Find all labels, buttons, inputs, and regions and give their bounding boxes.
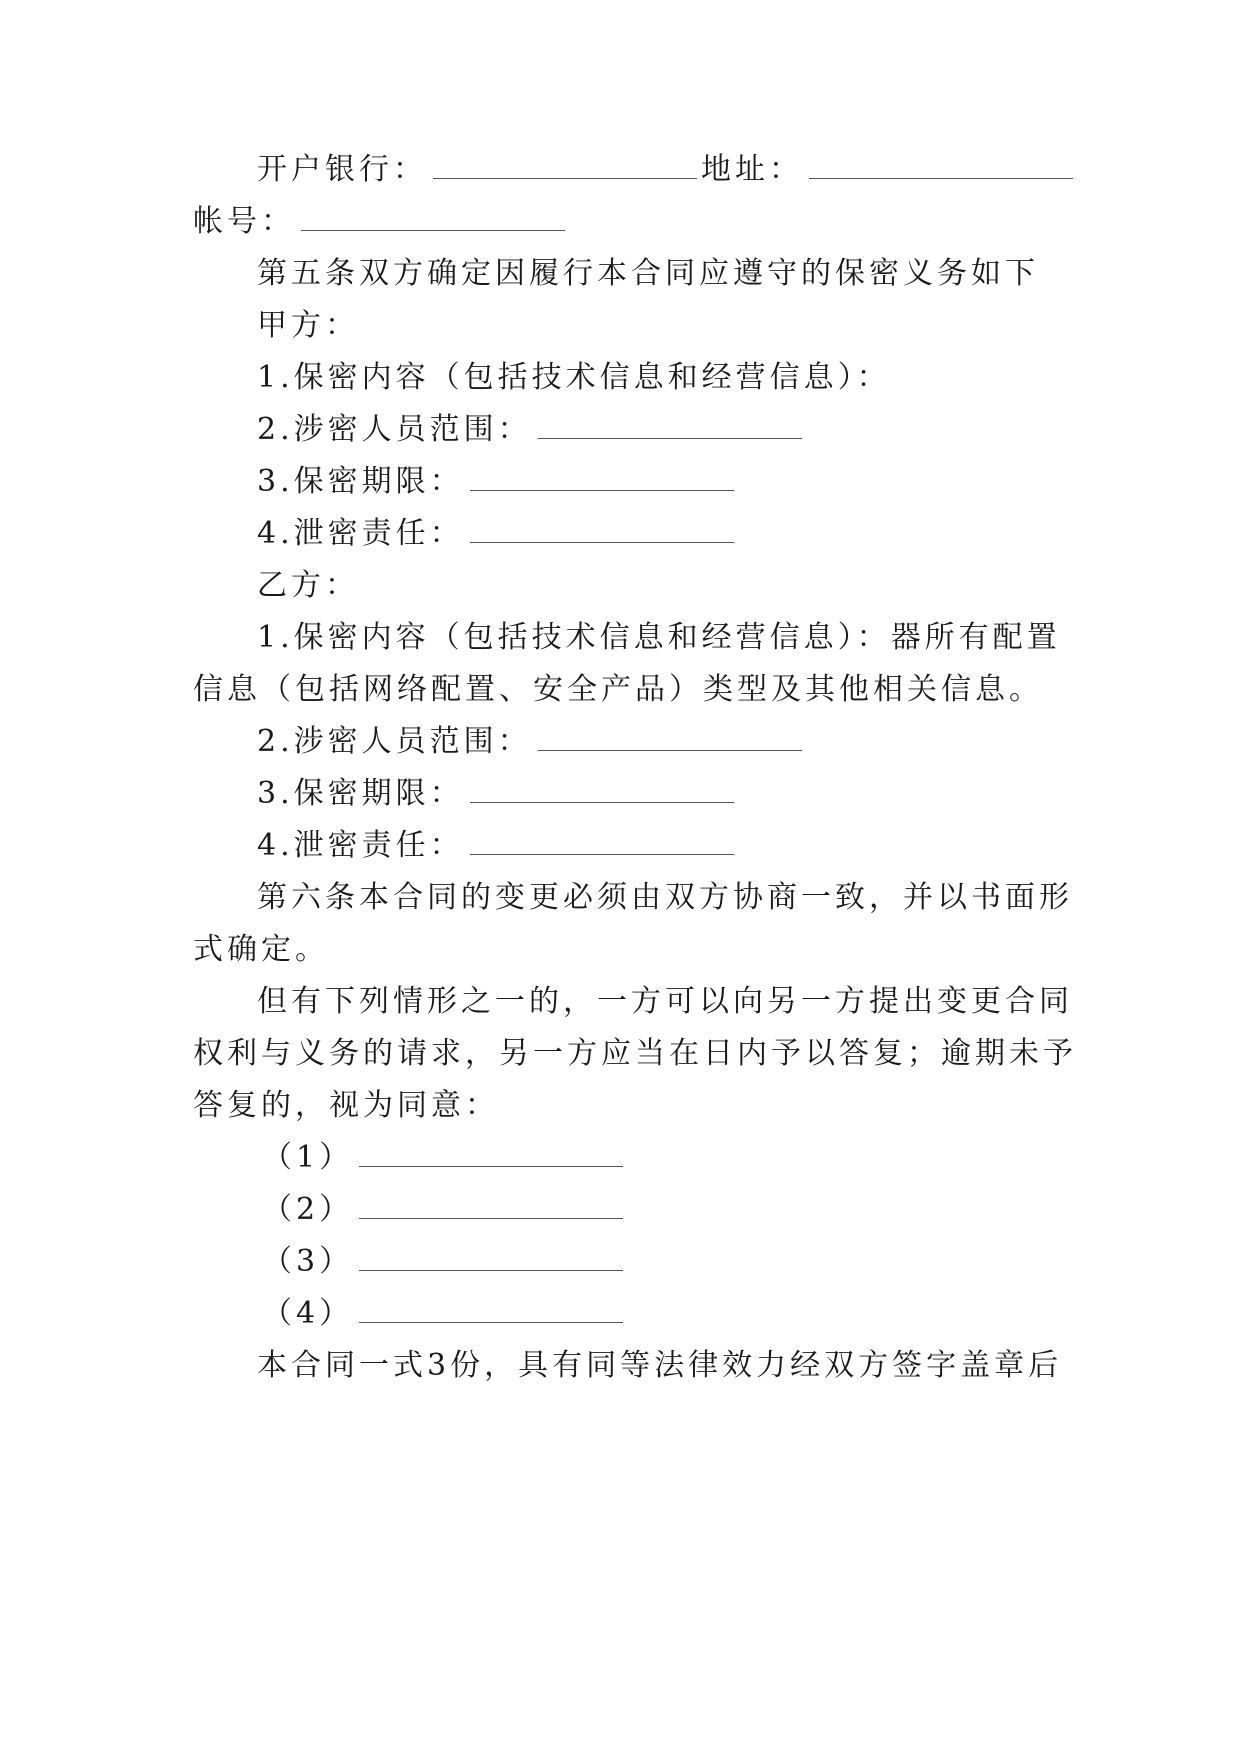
party-b-item-3	[257, 774, 1117, 814]
party-a-item-4	[257, 514, 1117, 554]
party-a-item-4-text: 4.泄密责任：	[257, 516, 464, 551]
address-blank	[809, 152, 1073, 179]
party-b-heading	[257, 566, 1117, 606]
party-b-item-4	[257, 826, 1117, 866]
article-five-heading	[257, 254, 1117, 294]
conditions-text-2: 权利与义务的请求，另一方应当在日内予以答复；逾期未予	[193, 1036, 1077, 1071]
account-label: 帐号：	[193, 204, 295, 239]
party-a-label: 甲方：	[257, 308, 359, 343]
article-five-text: 第五条双方确定因履行本合同应遵守的保密义务如下	[257, 256, 1039, 291]
party-b-item-2-text: 2.涉密人员范围：	[257, 724, 532, 759]
conditions-line-2	[193, 1034, 1077, 1074]
party-a-item-3-blank	[470, 464, 734, 491]
conditions-line-3	[193, 1086, 1053, 1126]
article-six-line-2	[193, 930, 1053, 970]
party-a-item-1	[257, 358, 1117, 398]
article-six-text-1: 第六条本合同的变更必须由双方协商一致，并以书面形	[257, 880, 1073, 915]
condition-item-3	[262, 1242, 1122, 1282]
party-b-item-4-blank	[470, 828, 734, 855]
condition-item-3-blank	[359, 1244, 623, 1271]
copies-line	[257, 1346, 1117, 1386]
party-a-item-3-text: 3.保密期限：	[257, 464, 464, 499]
bank-account-line	[257, 150, 1117, 190]
party-a-item-1-text: 1.保密内容（包括技术信息和经营信息）：	[257, 360, 891, 395]
party-a-item-2-blank	[538, 412, 802, 439]
party-b-item-3-text: 3.保密期限：	[257, 776, 464, 811]
party-b-item-2-blank	[538, 724, 802, 751]
condition-item-1-label: （1）	[262, 1140, 354, 1175]
party-b-item-1-cont-text: 信息（包括网络配置、安全产品）类型及其他相关信息。	[193, 672, 1043, 707]
condition-item-2-label: （2）	[262, 1192, 354, 1227]
condition-item-2	[262, 1190, 1122, 1230]
bank-blank	[433, 152, 697, 179]
address-label: 地址：	[701, 152, 803, 187]
conditions-text-3: 答复的，视为同意：	[193, 1088, 499, 1123]
party-b-item-1	[257, 618, 1117, 658]
account-number-line	[193, 202, 1053, 242]
party-a-heading	[257, 306, 1117, 346]
party-b-item-4-text: 4.泄密责任：	[257, 828, 464, 863]
copies-text: 本合同一式3份，具有同等法律效力经双方签字盖章后	[257, 1348, 1063, 1383]
condition-item-2-blank	[359, 1192, 623, 1219]
party-b-item-3-blank	[470, 776, 734, 803]
condition-item-1	[262, 1138, 1122, 1178]
party-a-item-2	[257, 410, 1117, 450]
party-a-item-2-text: 2.涉密人员范围：	[257, 412, 532, 447]
conditions-text-1: 但有下列情形之一的，一方可以向另一方提出变更合同	[257, 984, 1073, 1019]
conditions-line-1	[257, 982, 1117, 1022]
bank-label: 开户银行：	[257, 152, 427, 187]
article-six-text-2: 式确定。	[193, 932, 329, 967]
condition-item-3-label: （3）	[262, 1244, 354, 1279]
account-blank	[301, 204, 565, 231]
condition-item-1-blank	[359, 1140, 623, 1167]
party-b-item-1-text: 1.保密内容（包括技术信息和经营信息）：器所有配置	[257, 620, 1061, 655]
party-b-item-1-cont	[193, 670, 1053, 710]
party-b-item-2	[257, 722, 1117, 762]
party-b-label: 乙方：	[257, 568, 359, 603]
condition-item-4-blank	[359, 1296, 623, 1323]
condition-item-4	[262, 1294, 1122, 1334]
party-a-item-4-blank	[470, 516, 734, 543]
party-a-item-3	[257, 462, 1117, 502]
condition-item-4-label: （4）	[262, 1296, 354, 1331]
article-six-line-1	[257, 878, 1117, 918]
